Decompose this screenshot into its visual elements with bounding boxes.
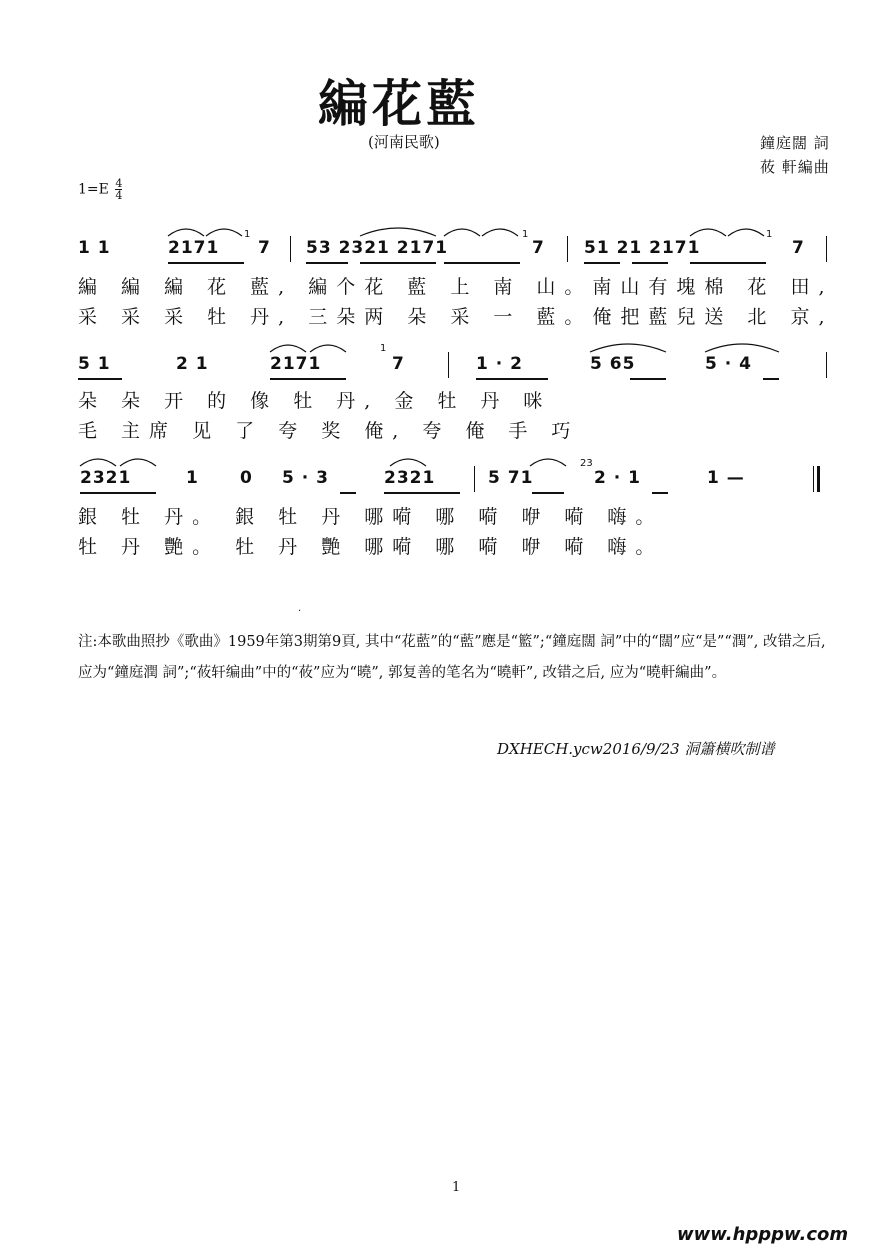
slur <box>270 345 306 352</box>
lyric-line-3: 朵 朵 开 的 像 牡 丹, 金 牡 丹 咪 <box>78 390 552 412</box>
slur-arcs <box>0 0 888 560</box>
lyric-line-1: 編 編 編 花 藍, 編个花 藍 上 南 山。南山有塊棉 花 田, <box>78 276 834 298</box>
slur <box>310 345 346 352</box>
page-number: 1 <box>452 1180 461 1195</box>
notes-s3-h: 1 — <box>707 468 745 488</box>
grace-note: 1 <box>522 229 529 240</box>
notes-s1-d: 53 2321 2171 <box>306 238 449 258</box>
lyric-line-6: 牡 丹 艷。 牡 丹 艷 哪嗬 哪 嗬 咿 嗬 嗨。 <box>78 536 664 558</box>
notes-s3-g: 2 · 1 <box>594 468 641 488</box>
notes-s1-e: 7 <box>532 238 545 258</box>
notes-s2-a: 5 1 <box>78 354 111 374</box>
notes-s2-c: 2171 <box>270 354 322 374</box>
key-label: 1=E <box>78 181 109 198</box>
notes-s2-b: 2 1 <box>176 354 209 374</box>
slur <box>206 229 242 236</box>
notes-s3-b: 1 <box>186 468 199 488</box>
notes-s1-b: 2171 <box>168 238 220 258</box>
notes-s3-a: 2321 <box>80 468 132 488</box>
time-denominator: 4 <box>115 189 123 202</box>
notes-s2-e: 1 · 2 <box>476 354 523 374</box>
notes-s3-f: 5 71 <box>488 468 534 488</box>
lyric-line-4: 毛 主席 见 了 夸 奖 俺, 夸 俺 手 巧 <box>78 420 580 442</box>
lyric-line-5: 銀 牡 丹。 銀 牡 丹 哪嗬 哪 嗬 咿 嗬 嗨。 <box>78 506 664 528</box>
slur <box>444 229 480 236</box>
slur <box>728 229 764 236</box>
stray-dot: · <box>298 606 302 617</box>
watermark: www.hpppw.com <box>677 1224 849 1245</box>
time-numerator: 4 <box>115 177 123 190</box>
lyric-line-2: 采 采 采 牡 丹, 三朵两 朵 采 一 藍。俺把藍兒送 北 京, <box>78 306 834 328</box>
slur <box>80 459 116 466</box>
notes-s2-f: 5 65 <box>590 354 636 374</box>
slur <box>482 229 518 236</box>
notes-s3-d: 5 · 3 <box>282 468 329 488</box>
slur <box>390 459 426 466</box>
slur <box>690 229 726 236</box>
grace-note: 1 <box>244 229 251 240</box>
slur <box>705 344 779 352</box>
notes-s2-g: 5 · 4 <box>705 354 752 374</box>
slur <box>590 344 666 352</box>
notes-s3-c: 0 <box>240 468 253 488</box>
notes-s1-c: 7 <box>258 238 271 258</box>
slur <box>360 228 436 236</box>
song-subtitle: (河南民歌) <box>368 133 440 151</box>
notes-s1-a: 1 1 <box>78 238 111 258</box>
lyricist-credit: 鐘庭闊 詞 <box>760 134 830 152</box>
slur <box>120 459 156 466</box>
grace-note: 23 <box>580 458 593 469</box>
slur <box>530 459 566 466</box>
slur <box>168 229 204 236</box>
notes-s3-e: 2321 <box>384 468 436 488</box>
song-title: 編花藍 <box>318 74 480 133</box>
composer-credit: 莜 軒編曲 <box>760 158 830 176</box>
signature: DXHECH.ycw2016/9/23 洞簫横吹制谱 <box>497 740 775 758</box>
notes-s1-f: 51 21 2171 <box>584 238 701 258</box>
grace-note: 1 <box>766 229 773 240</box>
grace-note: 1 <box>380 343 387 354</box>
notes-s1-g: 7 <box>792 238 805 258</box>
footnote: 注:本歌曲照抄《歌曲》1959年第3期第9頁, 其中“花藍”的“藍”應是“籃”;“鐘庭闊 詞”中的“闊”应“是”“潤”, 改错之后, 应为“鐘庭潤 詞”;“莜轩编曲”中的“莜”应为“曉”, 郭复善的笔名为“曉軒”, 改错之后, 应为“曉軒編曲”。 <box>78 634 826 681</box>
notes-s2-d: 7 <box>392 354 405 374</box>
